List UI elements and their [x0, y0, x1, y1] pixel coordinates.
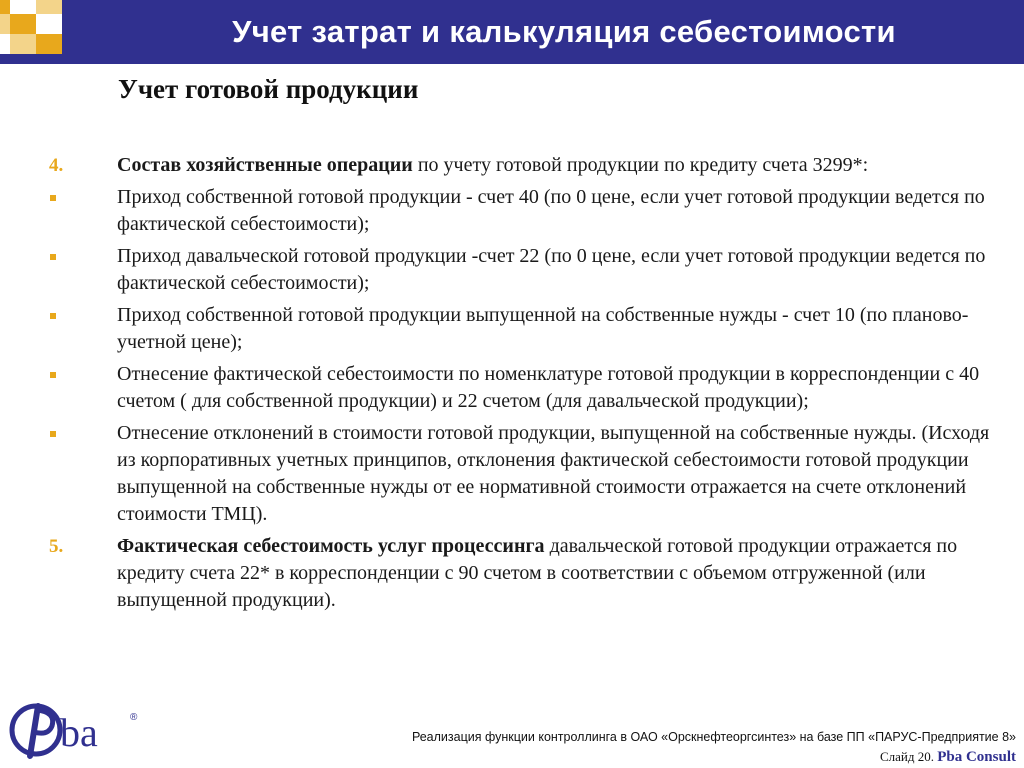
footer-slide-info: [880, 749, 1016, 766]
item-text: Отнесение отклонений в стоимости готовой продукции, выпущенной на собственные нужды. (Исходя из корпоративных учетных принципов, отклонения фактической себестоимости готовой продукции выпущенной на собственные нужды от ее нормативной стоимости отражается на счете отклонений стоимости ТМЦ).: [117, 422, 990, 525]
list-item-numbered: [0, 533, 1024, 614]
item-text: Приход давальческой готовой продукции -счет 22 (по 0 цене, если учет готовой продукции ведется по фактической себестоимости);: [117, 245, 986, 294]
pba-logo: [8, 698, 148, 762]
item-text: Приход собственной готовой продукции выпущенной на собственные нужды - счет 10 (по планово-учетной цене);: [117, 304, 969, 353]
svg-text:ba: ba: [60, 710, 98, 755]
list-item-numbered: [0, 152, 1024, 179]
list-item: [0, 243, 1024, 297]
list-item: [0, 420, 1024, 528]
item-text: давальческой готовой продукции отражается по кредиту счета 22* в корреспонденции с 90 счетом в соответствии с объемом отгруженной (или выпущенной продукции).: [117, 535, 958, 611]
header-decoration: [0, 0, 104, 64]
item-text: по учету готовой продукции по кредиту счета 3299*:: [412, 154, 869, 176]
bullet-icon: [50, 254, 56, 260]
list-item: [0, 361, 1024, 415]
list-item: [0, 302, 1024, 356]
section-subtitle: Учет готовой продукции: [118, 74, 419, 104]
svg-text:®: ®: [130, 712, 138, 723]
item-bold-text: Состав хозяйственные операции: [117, 154, 413, 176]
bullet-icon: [50, 372, 56, 378]
list-item: [0, 184, 1024, 238]
content-list: [0, 152, 1024, 614]
footer-caption: Реализация функции контроллинга в ОАО «Орскнефтеоргсинтез» на базе ПП «ПАРУС-Предприятие 8»: [411, 730, 1016, 744]
item-number: 5.: [49, 536, 64, 557]
brand-name: Pba Consult: [937, 749, 1016, 765]
header-bar: [0, 0, 1024, 64]
slide-number: Слайд 20.: [879, 749, 934, 764]
item-text: Отнесение фактической себестоимости по номенклатуре готовой продукции в корреспонденции с 40 счетом ( для собственной продукции) и 22 счетом (для давальческой продукции);: [117, 363, 980, 412]
bullet-icon: [50, 313, 56, 319]
bullet-icon: [50, 431, 56, 437]
slide-title: Учет затрат и калькуляция себестоимости: [232, 14, 896, 49]
item-number: 4.: [49, 155, 64, 176]
item-text: Приход собственной готовой продукции - счет 40 (по 0 цене, если учет готовой продукции ведется по фактической себестоимости);: [117, 186, 985, 235]
bullet-icon: [50, 195, 56, 201]
item-bold-text: Фактическая себестоимость услуг процессинга: [117, 535, 545, 557]
